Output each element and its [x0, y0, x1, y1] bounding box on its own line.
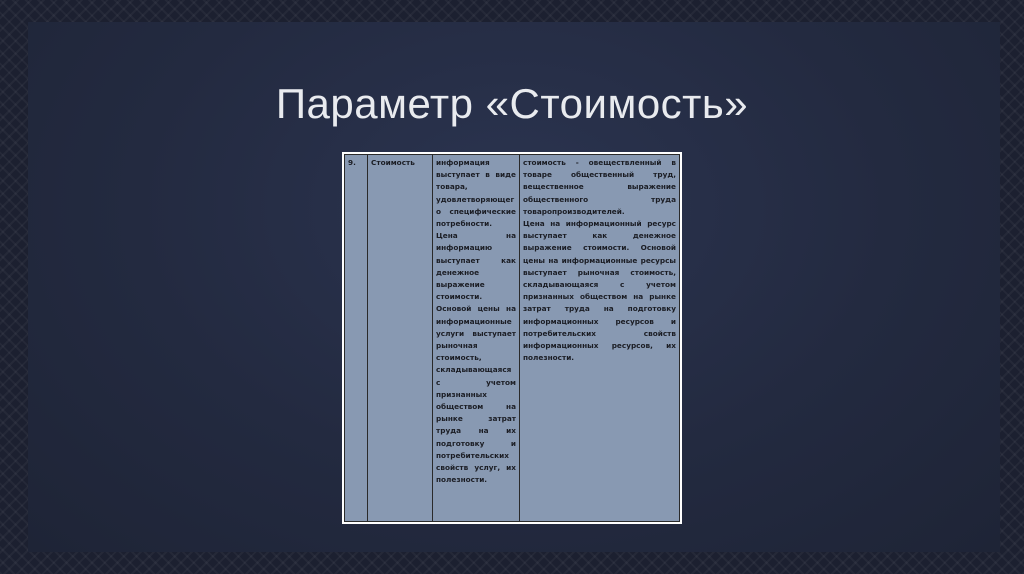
- information-description-cell: [433, 155, 520, 522]
- comparison-description-cell: [520, 155, 680, 522]
- information-paragraph: информация выступает в виде товара, удовлетворяющег о специфические потребности.: [436, 158, 516, 229]
- comparison-paragraph: стоимость - овеществленный в товаре общественный труд, вещественное выражение общественного труда товаропроизводителей.: [523, 158, 676, 216]
- comparison-paragraph: Цена на информационный ресурс выступает как денежное выражение стоимости. Основой цены на информационные ресурсы выступает рыночная стоимость, складывающаяся с учетом признанных обществом на рынке затрат труда на подготовку информационных ресурсов и потребительских свойств информационных ресурсов, их полезности.: [523, 219, 676, 363]
- comparison-table: [344, 154, 680, 522]
- table-row: [345, 155, 680, 522]
- comparison-table-container: [342, 152, 682, 524]
- parameter-name-cell: Стоимость: [368, 155, 433, 522]
- information-paragraph: Основой цены на информационные услуги выступает рыночная стоимость, складывающаяся с учетом признанных обществом на рынке затрат труда на их подготовку и потребительских свойств услуг, их полезности.: [436, 304, 516, 485]
- row-number-cell: 9.: [345, 155, 368, 522]
- information-paragraph: Цена на информацию выступает как денежное выражение стоимости.: [436, 231, 516, 302]
- slide-title: Параметр «Стоимость»: [275, 80, 749, 127]
